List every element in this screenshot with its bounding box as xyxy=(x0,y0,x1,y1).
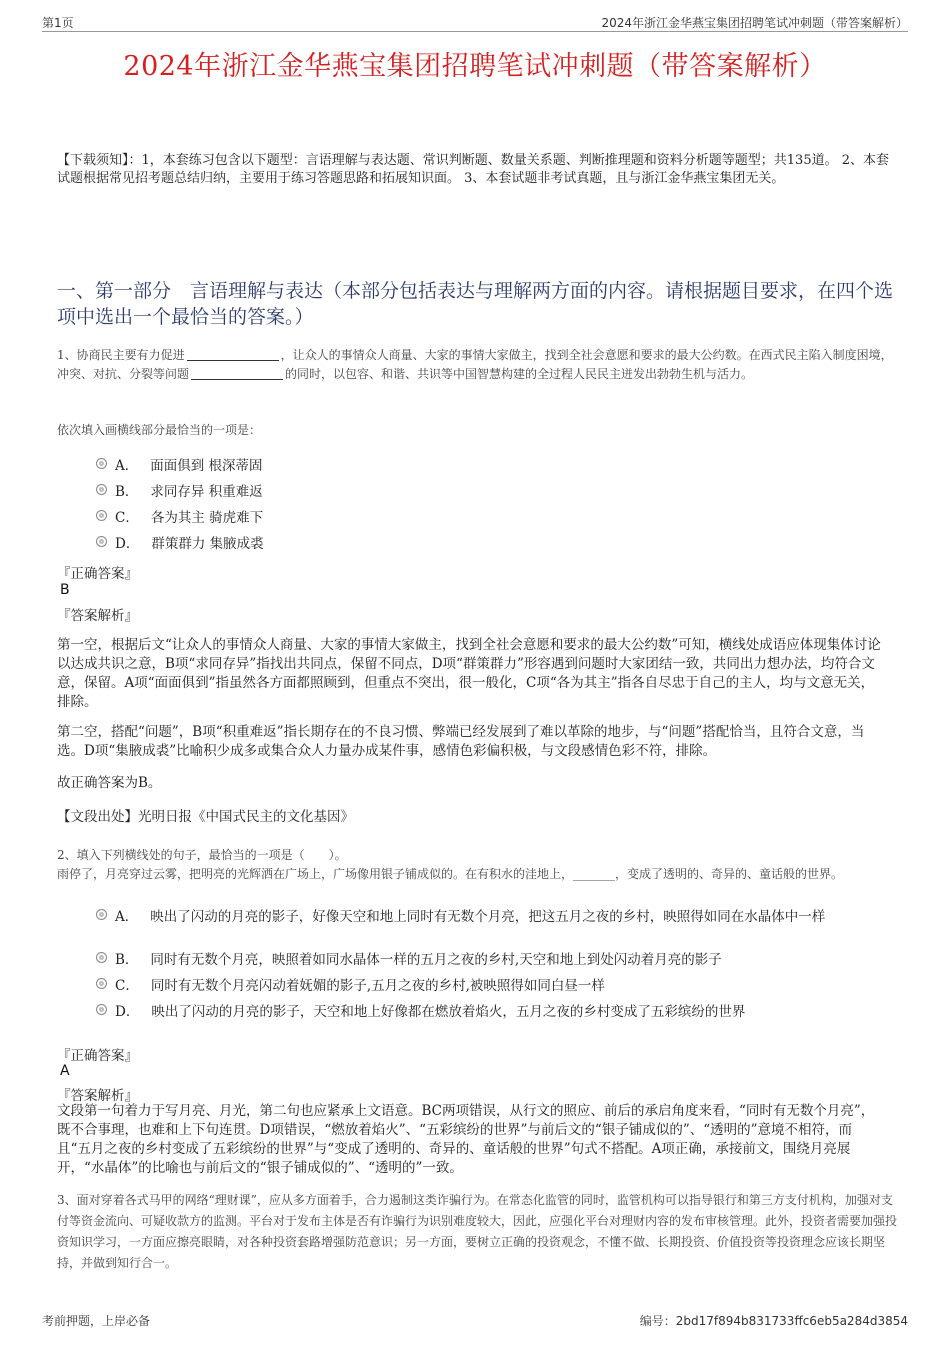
download-notice: 【下载须知】：1，本套练习包含以下题型：言语理解与表达题、常识判断题、数量关系题、判断推理题和资料分析题等题型；共135道。 2、本套试题根据常见招考题总结归纳，主要用于练习答题思路和拓展知识面。 3、本套试题非考试真题，且与浙江金华燕宝集团无关。 xyxy=(57,153,889,186)
analysis-label: 『答案解析』 xyxy=(57,1088,138,1104)
blank-1 xyxy=(187,348,279,361)
analysis-label: 『答案解析』 xyxy=(57,608,138,624)
radio-icon[interactable] xyxy=(96,978,107,989)
correct-answer-label: 『正确答案』 xyxy=(57,1048,138,1064)
q1-option-d[interactable]: D． 群策群力 集腋成裘 xyxy=(96,533,886,555)
q2-answer: A xyxy=(60,1063,70,1079)
section-title: 一、第一部分 言语理解与表达（本部分包括表达与理解两方面的内容。请根据题目要求，在四个选项中选出一个最恰当的答案。） xyxy=(57,280,894,328)
q2-option-d[interactable]: D． 映出了闪动的月亮的影子，天空和地上好像都在燃放着焰火，五月之夜的乡村变成了五彩缤纷的世界 xyxy=(96,1001,886,1023)
q1-option-c[interactable]: C． 各为其主 骑虎难下 xyxy=(96,507,886,529)
radio-icon[interactable] xyxy=(96,952,107,963)
radio-icon[interactable] xyxy=(96,484,107,495)
q2-option-c[interactable]: C． 同时有无数个月亮闪动着妩媚的影子,五月之夜的乡村,被映照得如同白昼一样 xyxy=(96,975,886,997)
question-1-stem: 1、协商民主要有力促进 ，让众人的事情众人商量、大家的事情大家做主，找到全社会意愿和要求的最大公约数。在西式民主陷入制度困境，冲突、对抗、分裂等问题 的同时，以包容、和谐、共识等中国智慧构建的全过程人民民主迸发出勃勃生机与活力。 xyxy=(57,348,893,381)
q1-answer: B xyxy=(60,582,70,598)
correct-answer-label: 『正确答案』 xyxy=(57,566,138,582)
question-2-stem: 2、填入下列横线处的句子，最恰当的一项是（ ）。 xyxy=(57,848,347,862)
q1-source: 【文段出处】光明日报《中国式民主的文化基因》 xyxy=(57,809,354,825)
q1-option-a[interactable]: A． 面面俱到 根深蒂固 xyxy=(96,455,886,477)
q2-option-b[interactable]: B． 同时有无数个月亮，映照着如同水晶体一样的五月之夜的乡村,天空和地上到处闪动着月亮的影子 xyxy=(96,949,886,971)
q2-analysis: 文段第一句着力于写月亮、月光，第二句也应紧承上文语意。BC两项错误，从行文的照应、前后的承启角度来看，“同时有无数个月亮”，既不合事理，也难和上下句连贯。D项错误，“燃放着焰火”、“五彩缤纷的世界”与前后文的“银子铺成似的”、“透明的”意境不相符，而且“五月之夜的乡村变成了五彩缤纷的世界”与“变成了透明的、奇异的、童话般的世界”句式不搭配。A项正确，承接前文，围绕月亮展开，“水晶体”的比喻也与前后文的“银子铺成似的”、“透明的”一致。 xyxy=(57,1103,875,1176)
blank-2 xyxy=(191,367,283,380)
footer-slogan: 考前押题，上岸必备 xyxy=(42,1314,151,1328)
radio-icon[interactable] xyxy=(96,510,107,521)
q1-analysis-paragraph-2: 第二空，搭配“问题”，B项“积重难返”指长期存在的不良习惯、弊端已经发展到了难以革除的地步，与“问题”搭配恰当，且符合文意，当选。D项“集腋成裘”比喻积少成多或集合众人力量办成某件事，感情色彩偏积极，与文段感情色彩不符，排除。 xyxy=(57,724,865,759)
q1-option-b[interactable]: B． 求同存异 积重难返 xyxy=(96,481,886,503)
q1-analysis-paragraph-3: 故正确答案为B。 xyxy=(57,775,162,791)
header-doc-title: 2024年浙江金华燕宝集团招聘笔试冲刺题（带答案解析） xyxy=(601,16,908,30)
question-2-passage: 雨停了，月亮穿过云雾，把明亮的光辉洒在广场上，广场像用银子铺成似的。在有积水的洼地上，_______，变成了透明的、奇异的、童话般的世界。 xyxy=(57,867,844,881)
radio-icon[interactable] xyxy=(96,458,107,469)
footer-code: 编号：2bd17f894b831733ffc6eb5a284d3854 xyxy=(639,1314,908,1328)
radio-icon[interactable] xyxy=(96,909,107,920)
radio-icon[interactable] xyxy=(96,536,107,547)
q1-analysis-paragraph-1: 第一空，根据后文“让众人的事情众人商量、大家的事情大家做主，找到全社会意愿和要求的最大公约数”可知，横线处成语应体现集体讨论以达成共识之意，B项“求同存异”指找出共同点，保留不同点，D项“群策群力”形容遇到问题时大家团结一致，共同出力想办法，均符合文意，保留。A项“面面俱到”指虽然各方面都照顾到，但重点不突出，很一般化，C项“各为其主”指各自尽忠于自己的主人，均与文意无关，排除。 xyxy=(57,637,881,710)
page-title: 2024年浙江金华燕宝集团招聘笔试冲刺题（带答案解析） xyxy=(123,51,827,82)
page-number: 第1页 xyxy=(42,16,74,30)
question-1-prompt: 依次填入画横线部分最恰当的一项是： xyxy=(57,423,262,437)
radio-icon[interactable] xyxy=(96,1004,107,1015)
header-divider xyxy=(42,31,908,32)
q2-option-a[interactable]: A． 映出了闪动的月亮的影子，好像天空和地上同时有无数个月亮，把这五月之夜的乡村，映照得如同在水晶体中一样 xyxy=(96,906,886,928)
question-3-stem: 3、面对穿着各式马甲的网络“理财课”，应从多方面着手，合力遏制这类诈骗行为。在常态化监管的同时，监管机构可以指导银行和第三方支付机构，加强对支付等资金流向、可疑收款方的监测。平台对于发布主体是否有诈骗行为识别难度较大，因此，应强化平台对理财内容的发布审核管理。此外，投资者需要加强投资知识学习，一方面应擦亮眼睛，对各种投资套路增强防范意识；另一方面，要树立正确的投资观念，不懂不做、长期投资、价值投资等投资理念应该长期坚持，并做到知行合一。 xyxy=(57,1193,898,1270)
